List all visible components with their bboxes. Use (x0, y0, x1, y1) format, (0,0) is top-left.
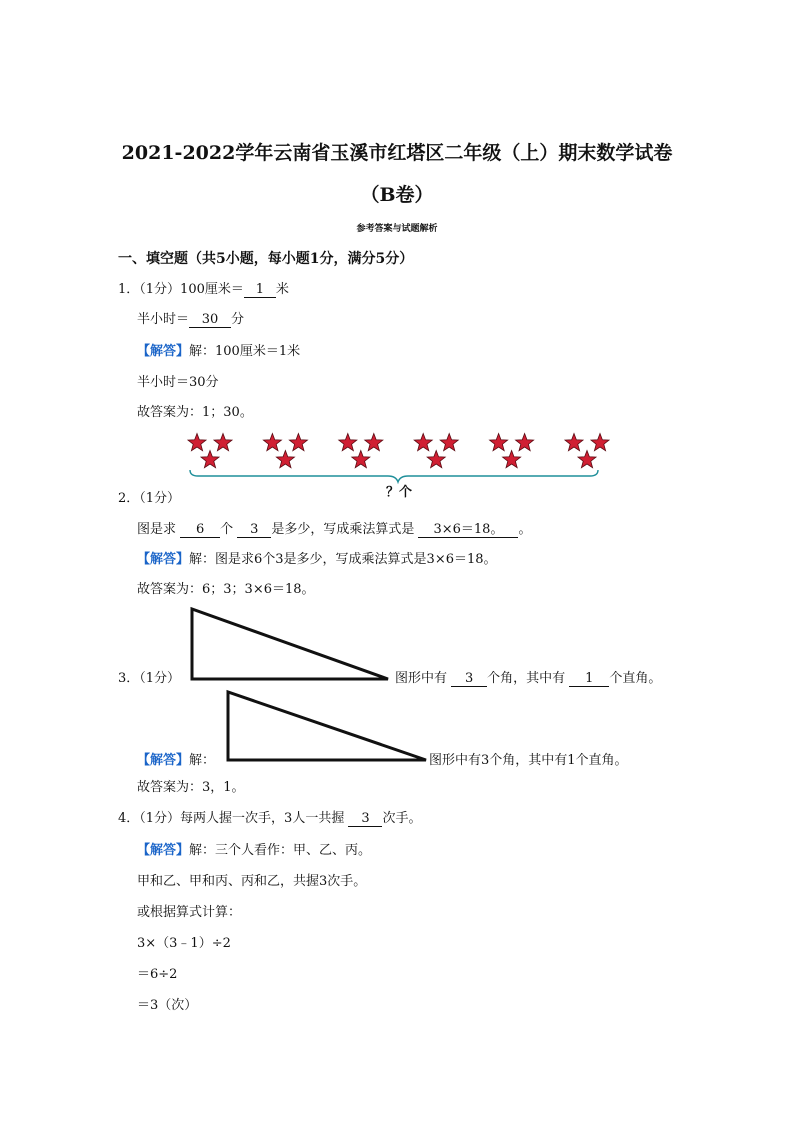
question-text: 个直角。 (609, 671, 662, 686)
question-text: 分 (231, 312, 245, 327)
solution-text: 解：三个人看作：甲、乙、丙。 (189, 843, 372, 858)
star-icon (490, 434, 508, 451)
final-answer: 故答案为：6；3；3×6＝18。 (137, 582, 315, 597)
answer-blank: 6 (180, 522, 220, 538)
solution-line: ＝6÷2 (137, 967, 178, 982)
star-icon (516, 434, 534, 451)
solution-tag: 【解答】 (137, 843, 190, 858)
question-text: 。 (518, 522, 532, 537)
solution-line: 或根据算式计算： (137, 905, 242, 920)
solution-text: 解：图是求6个3是多少，写成乘法算式是3×6＝18。 (189, 552, 497, 567)
solution-line (137, 752, 215, 770)
star-icon (565, 434, 583, 451)
brace-shape (190, 470, 598, 482)
final-answer: 故答案为：3，1。 (137, 780, 245, 795)
final-answer: 故答案为：1；30。 (137, 405, 253, 420)
page-subtitle: （B卷） (360, 184, 434, 206)
star-groups-figure (188, 434, 609, 468)
solution-line (137, 842, 371, 860)
triangle-figure-solution (228, 692, 426, 760)
section-heading: 一、填空题（共5小题，每小题1分，满分5分） (118, 251, 414, 267)
solution-line: 3×（3﹣1）÷2 (137, 936, 231, 951)
solution-line (137, 551, 497, 569)
question-text: 是多少，写成乘法算式是 (271, 522, 415, 537)
question-text: 个角，其中有 (487, 671, 566, 686)
star-icon (427, 451, 445, 468)
answer-blank: 1 (244, 282, 276, 298)
answer-blank: 3 (348, 811, 382, 827)
star-icon (339, 434, 357, 451)
question-text: 米 (275, 282, 289, 297)
question-text: 个 (220, 522, 234, 537)
question-4 (118, 810, 421, 828)
star-icon (263, 434, 281, 451)
star-icon (201, 451, 219, 468)
question-3-body (395, 670, 661, 688)
question-text: 100厘米＝ (180, 282, 244, 297)
solution-tag: 【解答】 (137, 753, 190, 768)
question-text: 每两人握一次手，3人一共握 (180, 811, 345, 826)
answer-blank: 3 (451, 671, 487, 687)
brace-label: ？个 (386, 485, 413, 500)
star-icon (214, 434, 232, 451)
answer-blank: 3×6＝18。 (418, 522, 518, 538)
triangle-figure (192, 609, 388, 679)
solution-line: 甲和乙、甲和丙、丙和乙，共握3次手。 (137, 874, 367, 889)
star-icon (414, 434, 432, 451)
question-number: 1．（1分） (118, 282, 181, 297)
solution-tag: 【解答】 (137, 552, 190, 567)
answer-blank: 3 (237, 522, 271, 538)
star-icon (440, 434, 458, 451)
star-icon (591, 434, 609, 451)
answer-note: 参考答案与试题解析 (356, 224, 438, 234)
solution-line: ＝3（次） (137, 998, 198, 1013)
question-text: 次手。 (382, 811, 422, 826)
star-icon (352, 451, 370, 468)
question-text: 半小时＝ (137, 312, 190, 327)
star-icon (276, 451, 294, 468)
star-icon (365, 434, 383, 451)
star-icon (188, 434, 206, 451)
star-icon (578, 451, 596, 468)
solution-text: 图形中有3个角，其中有1个直角。 (429, 753, 628, 768)
question-2: 2．（1分） (118, 491, 181, 506)
question-text: 图是求 (137, 522, 177, 537)
star-icon (503, 451, 521, 468)
question-3: 3．（1分） (118, 671, 181, 686)
solution-tag: 【解答】 (137, 344, 190, 359)
star-icon (289, 434, 307, 451)
question-2-body (137, 521, 531, 539)
solution-line: 半小时＝30分 (137, 375, 219, 390)
page-title: 2021-2022学年云南省玉溪市红塔区二年级（上）期末数学试卷 (121, 142, 673, 164)
question-text: 图形中有 (395, 671, 448, 686)
solution-text: 解： (189, 753, 216, 768)
solution-text: 解：100厘米＝1米 (189, 344, 301, 359)
answer-blank: 30 (189, 312, 231, 328)
answer-blank: 1 (569, 671, 609, 687)
question-number: 4．（1分） (118, 811, 181, 826)
